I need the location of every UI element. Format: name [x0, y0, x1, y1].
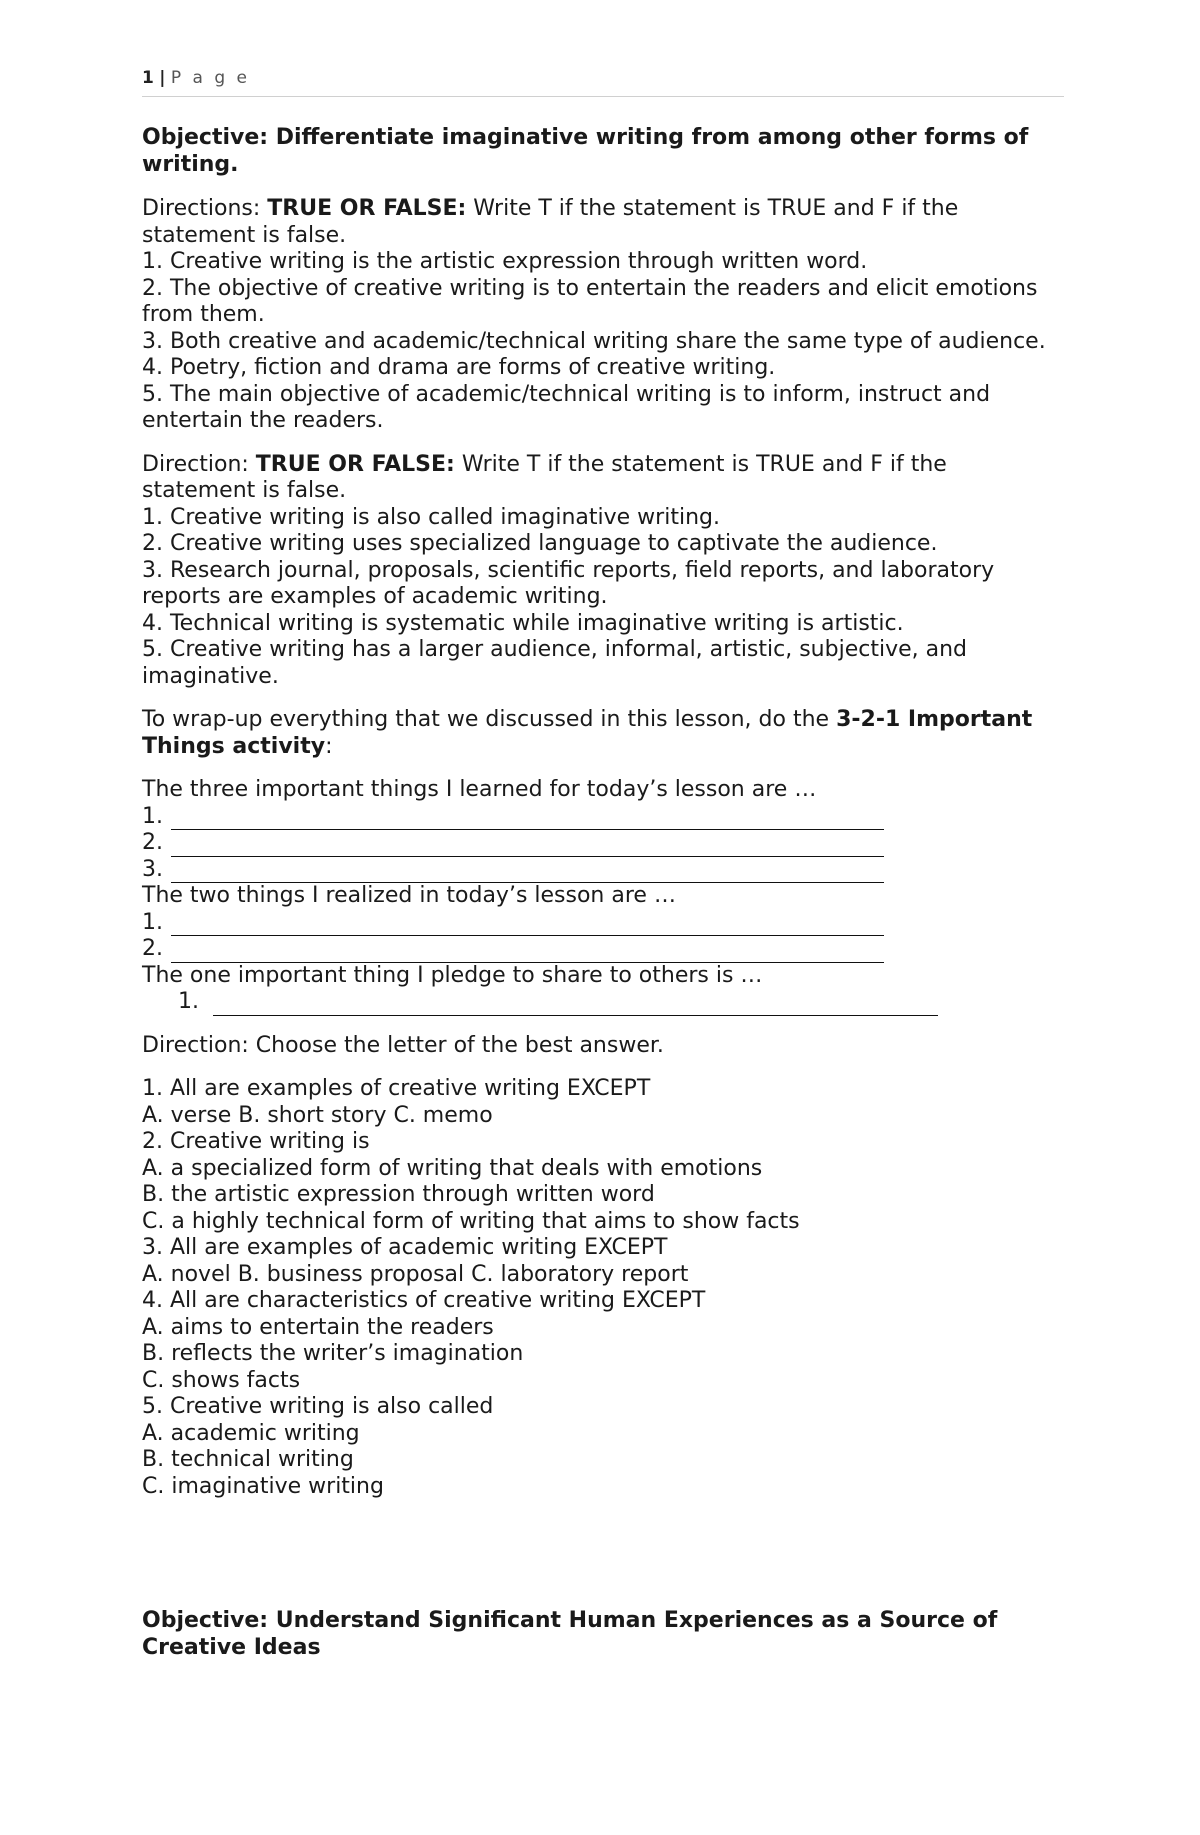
tf-item: 3. Research journal, proposals, scientific reports, field reports, and laboratory reports are examples of academic writing.	[142, 557, 995, 609]
answer-line-row	[142, 857, 1064, 884]
tf-item: 1. Creative writing is the artistic expression through written word.	[142, 249, 868, 274]
mc-line: B. the artistic expression through written word	[142, 1182, 655, 1207]
tf-item: 4. Technical writing is systematic while imaginative writing is artistic.	[142, 610, 904, 636]
mc-line: 1. All are examples of creative writing EXCEPT	[142, 1076, 651, 1101]
answer-number: 1.	[178, 989, 199, 1014]
objective-heading-1: Objective: Differentiate imaginative writing from among other forms of writing.	[142, 125, 1029, 177]
tf-item: 3. Both creative and academic/technical writing share the same type of audience.	[142, 328, 1046, 354]
true-false-directions-2	[142, 452, 1064, 505]
mc-line: A. aims to entertain the readers	[142, 1314, 494, 1340]
mc-line: A. academic writing	[142, 1420, 360, 1446]
tf-item: 5. The main objective of academic/technical writing is to inform, instruct and entertain the readers.	[142, 381, 991, 433]
page-separator: |	[159, 68, 166, 88]
mc-line: 5. Creative writing is also called	[142, 1394, 494, 1419]
three-things-prompt: The three important things I learned for today’s lesson are …	[142, 777, 817, 802]
answer-line-row	[142, 910, 1064, 937]
directions-bold: TRUE OR FALSE:	[267, 196, 467, 221]
wrapup-instruction	[142, 707, 1064, 760]
mc-line: A. novel B. business proposal C. laboratory report	[142, 1261, 689, 1287]
answer-number: 1.	[142, 803, 163, 829]
directions-text: Write T if the statement is TRUE and F if the statement is false.	[142, 196, 959, 248]
one-thing-prompt: The one important thing I pledge to share to others is …	[142, 962, 763, 988]
mc-line: 4. All are characteristics of creative writing EXCEPT	[142, 1288, 706, 1313]
mc-line: A. a specialized form of writing that deals with emotions	[142, 1155, 763, 1181]
tf-item: 4. Poetry, fiction and drama are forms of creative writing.	[142, 355, 776, 380]
document-page	[142, 68, 1064, 1661]
tf-item: 2. The objective of creative writing is to entertain the readers and elicit emotions from them.	[142, 275, 1038, 327]
directions-label: Directions:	[142, 196, 268, 221]
wrapup-text: To wrap-up everything that we discussed in this lesson, do the	[142, 707, 837, 732]
answer-blank[interactable]	[171, 940, 884, 963]
mc-line: 2. Creative writing is	[142, 1129, 370, 1154]
mc-line: C. shows facts	[142, 1367, 301, 1393]
answer-line-row	[142, 989, 1064, 1016]
answer-line-row	[142, 804, 1064, 831]
answer-blank[interactable]	[171, 834, 884, 857]
mc-line: C. imaginative writing	[142, 1473, 384, 1499]
multiple-choice-direction: Direction: Choose the letter of the best answer.	[142, 1032, 664, 1058]
two-things-prompt: The two things I realized in today’s lesson are …	[142, 883, 676, 908]
answer-number: 2.	[142, 936, 163, 961]
page-number: 1	[142, 68, 154, 88]
answer-number: 2.	[142, 830, 163, 855]
tf-item: 1. Creative writing is also called imaginative writing.	[142, 504, 720, 530]
mc-line: A. verse B. short story C. memo	[142, 1102, 493, 1128]
answer-line-row	[142, 830, 1064, 857]
direction-text: Write T if the statement is TRUE and F if the statement is false.	[142, 451, 947, 503]
answer-blank[interactable]	[171, 860, 884, 883]
answer-blank[interactable]	[171, 913, 884, 936]
answer-number: 1.	[142, 909, 163, 935]
wrapup-colon: :	[325, 733, 333, 759]
answer-blank[interactable]	[171, 807, 884, 830]
tf-item: 5. Creative writing has a larger audience, informal, artistic, subjective, and imaginative.	[142, 637, 967, 689]
objective-heading-2: Objective: Understand Significant Human Experiences as a Source of Creative Ideas	[142, 1608, 998, 1660]
answer-number: 3.	[142, 856, 163, 882]
direction-label: Direction:	[142, 451, 256, 477]
answer-blank[interactable]	[213, 993, 938, 1016]
mc-line: B. reflects the writer’s imagination	[142, 1341, 524, 1366]
direction-bold: TRUE OR FALSE:	[255, 451, 455, 477]
mc-line: 3. All are examples of academic writing EXCEPT	[142, 1235, 668, 1260]
true-false-directions-1	[142, 196, 1064, 249]
mc-line: C. a highly technical form of writing that aims to show facts	[142, 1208, 800, 1234]
tf-item: 2. Creative writing uses specialized language to captivate the audience.	[142, 531, 938, 556]
page-header	[142, 68, 1064, 97]
page-label: P a g e	[170, 68, 251, 88]
answer-line-row	[142, 936, 1064, 963]
wrapup-activity-name: 3-2-1 Important Things activity	[142, 707, 1033, 759]
mc-line: B. technical writing	[142, 1447, 354, 1472]
